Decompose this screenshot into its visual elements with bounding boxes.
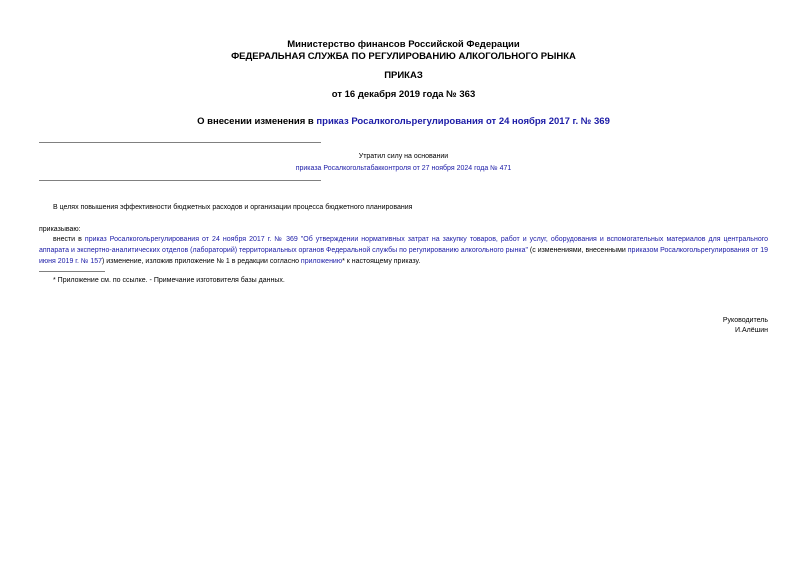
document-date-number: от 16 декабря 2019 года № 363 <box>331 89 476 100</box>
preamble-text: В целях повышения эффективности бюджетных расходов и организации процесса бюджетного планирования <box>53 204 413 211</box>
order-word: приказываю: <box>39 226 81 233</box>
appendix-link[interactable]: приложению <box>300 258 343 265</box>
status-caption: Утратил силу на основании <box>358 153 449 160</box>
title-prefix: О внесении изменения в <box>197 116 317 127</box>
service-name: ФЕДЕРАЛЬНАЯ СЛУЖБА ПО РЕГУЛИРОВАНИЮ АЛКОГОЛЬНОГО РЫНКА <box>231 51 576 62</box>
signature-name: И.Алёшин <box>734 327 768 334</box>
footnote-text: * Приложение см. по ссылке. - Примечание изготовителя базы данных. <box>53 277 285 284</box>
title-order-link[interactable]: приказ Росалкогольрегулирования от 24 ноября 2017 г. № 369 <box>316 116 610 127</box>
p1-mid1: (с изменениями, внесенными <box>527 247 628 254</box>
order-369-link[interactable]: приказ Росалкогольрегулирования от 24 ноября 2017 г. № 369 "Об утверждении нормативных затрат на закупку товаров, работ и услуг, оборудования и вспомогательных материалов для центрального аппарата и экспертно-аналитических отделов (лабораторий) территориальных органов Федеральной службы по регулированию алкогольного рынка" <box>39 236 769 254</box>
status-top-rule <box>39 142 321 143</box>
ministry-name: Министерство финансов Российской Федерации <box>287 39 520 50</box>
p1-prefix: внести в <box>53 236 85 243</box>
signature-role: Руководитель <box>722 317 768 324</box>
order-157-link[interactable]: приказом Росалкогольрегулирования от 19 июня 2019 г. № 157 <box>39 247 768 265</box>
repeal-order-link[interactable]: приказа Росалкогольтабакконтроля от 27 ноября 2024 года № 471 <box>295 165 512 172</box>
p1-mid2: ) изменение, изложив приложение № 1 в редакции согласно <box>102 258 301 265</box>
p1-suffix: * к настоящему приказу. <box>342 258 421 265</box>
document-title <box>0 116 807 127</box>
status-bottom-rule <box>39 180 321 181</box>
order-paragraph <box>39 234 768 267</box>
footnote-rule <box>39 271 105 272</box>
document-type: ПРИКАЗ <box>384 70 423 81</box>
status-link-line <box>0 165 807 172</box>
